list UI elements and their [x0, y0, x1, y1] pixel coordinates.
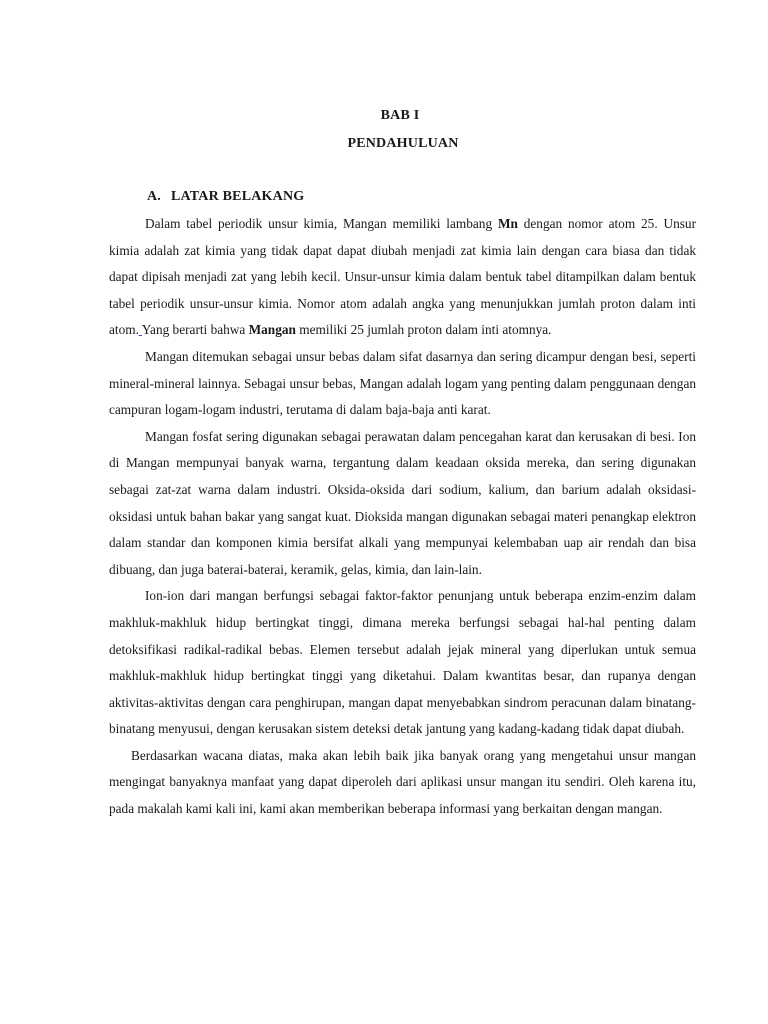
section-heading	[147, 189, 304, 205]
body-text	[109, 211, 696, 823]
paragraph-1-text-a: Dalam tabel periodik unsur kimia, Mangan memiliki lambang	[145, 216, 498, 231]
paragraph-5: Berdasarkan wacana diatas, maka akan lebih baik jika banyak orang yang mengetahui unsur mangan mengingat banyaknya manfaat yang dapat diperoleh dari aplikasi unsur mangan itu sendiri. Oleh karena itu, pada makalah kami kali ini, kami akan memberikan beberapa informasi yang berkaitan dengan mangan.	[109, 747, 696, 817]
paragraph-2: Mangan ditemukan sebagai unsur bebas dalam sifat dasarnya dan sering dicampur dengan besi, seperti mineral-mineral lainnya. Sebagai unsur bebas, Mangan adalah logam yang penting dalam penggunaan dengan campuran logam-logam industri, terutama di dalam baja-baja anti karat.	[109, 348, 696, 418]
symbol-mn: Mn	[497, 216, 518, 231]
chapter-title: PENDAHULUAN	[347, 136, 459, 151]
paragraph-4: Ion-ion dari mangan berfungsi sebagai faktor-faktor penunjang untuk beberapa enzim-enzim dalam makhluk-makhluk hidup bertingkat tinggi, dimana mereka berfungsi sebagai hal-hal penting dalam detoksifikasi radikal-radikal bebas. Elemen tersebut adalah jejak mineral yang diperlukan untuk semua makhluk-makhluk hidup bertingkat tinggi yang diketahui. Dalam kwantitas besar, dan rupanya dengan aktivitas-aktivitas dengan cara penghirupan, mangan dapat menyebabkan sindrom peracunan dalam binatang-binatang menyusui, dengan kerusakan sistem deteksi detak jantung yang kadang-kadang tidak dapat diubah.	[109, 588, 696, 737]
paragraph-1-text-c: dengan nomor atom 25. Unsur kimia adalah zat kimia yang tidak dapat dapat diubah menjadi zat kimia lain dengan cara biasa dan tidak dapat dipisah menjadi zat yang lebih kecil. Unsur-unsur kimia dalam bentuk tabel ditampilkan dalam bentuk tabel periodik unsur-unsur kimia. Nomor atom adalah angka yang menunjukkan jumlah proton dalam inti atom.	[109, 216, 696, 338]
section-title: LATAR BELAKANG	[171, 189, 305, 204]
paragraph-1-text-e: Yang berarti bahwa	[141, 322, 249, 338]
section-number: A.	[147, 189, 162, 204]
chapter-number: BAB I	[380, 108, 420, 123]
paragraph-3: Mangan fosfat sering digunakan sebagai perawatan dalam pencegahan karat dan kerusakan di besi. Ion di Mangan mempunyai banyak warna, tergantung dalam keadaan oksida mereka, dan sering digunakan sebagai zat-zat warna dalam industri. Oksida-oksida dari sodium, kalium, dan barium adalah oksidasi-oksidasi untuk bahan bakar yang sangat kuat. Dioksida mangan digunakan sebagai materi penangkap elektron dalam standar dan komponen kimia bersifat alkali yang mempunyai kelembaban uap air rendah dan bisa dibuang, dan juga baterai-baterai, keramik, gelas, kimia, dan lain-lain.	[109, 428, 696, 577]
term-mangan: Mangan	[248, 322, 296, 338]
paragraph-1	[109, 211, 696, 344]
paragraph-1-text-g: memiliki 25 jumlah proton dalam inti atomnya.	[295, 322, 552, 338]
